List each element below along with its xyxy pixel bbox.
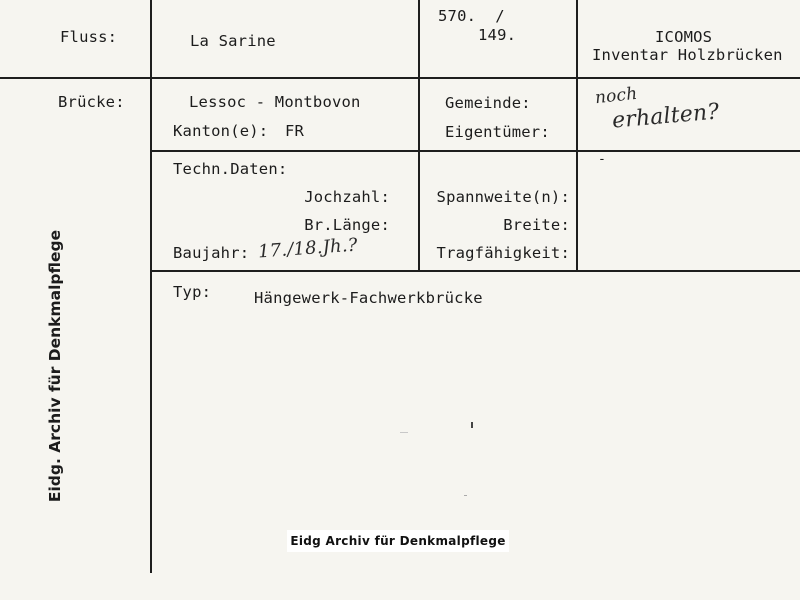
type-value: Hängewerk-Fachwerkbrücke — [254, 289, 483, 307]
side-archive-text: Eidg. Archiv für Denkmalpflege — [46, 229, 64, 502]
inventory-number-bottom: 149. — [478, 26, 517, 44]
handwritten-note-line2: erhalten? — [611, 99, 721, 134]
vertical-rule-right — [576, 0, 578, 272]
breite-label: Breite: — [503, 216, 570, 234]
org-subtitle: Inventar Holzbrücken — [592, 46, 783, 64]
river-label: Fluss: — [60, 28, 118, 46]
tragfaehigkeit-label: Tragfähigkeit: — [436, 244, 570, 262]
ink-speck — [464, 495, 467, 496]
bridge-value: Lessoc - Montbovon — [189, 93, 361, 111]
inventory-number-top: 570. / — [438, 7, 505, 25]
ink-speck — [400, 432, 408, 433]
org-title: ICOMOS — [655, 28, 713, 46]
horizontal-rule-tech — [150, 270, 800, 272]
laenge-label: Br.Länge: — [304, 216, 390, 234]
tech-dash-mark: - — [598, 152, 607, 167]
eigentuemer-label: Eigentümer: — [445, 123, 550, 141]
handwritten-note-line1: noch — [594, 83, 639, 109]
horizontal-rule-top — [0, 77, 800, 79]
spannweite-label: Spannweite(n): — [436, 188, 570, 206]
jochzahl-label: Jochzahl: — [304, 188, 390, 206]
river-value: La Sarine — [190, 32, 276, 50]
baujahr-label: Baujahr: — [173, 244, 250, 262]
baujahr-value: 17./18.Jh.? — [257, 234, 359, 263]
bridge-label: Brücke: — [58, 93, 125, 111]
archive-watermark: Eidg Archiv für Denkmalpflege — [287, 530, 509, 552]
vertical-rule-left — [150, 0, 152, 573]
gemeinde-label: Gemeinde: — [445, 94, 531, 112]
canton-value: FR — [285, 122, 305, 140]
ink-speck — [471, 422, 473, 428]
side-archive-label — [40, 229, 70, 502]
horizontal-rule-bridge — [150, 150, 800, 152]
canton-label: Kanton(e): — [173, 122, 269, 140]
tech-data-title: Techn.Daten: — [173, 160, 288, 178]
type-label: Typ: — [173, 283, 212, 301]
